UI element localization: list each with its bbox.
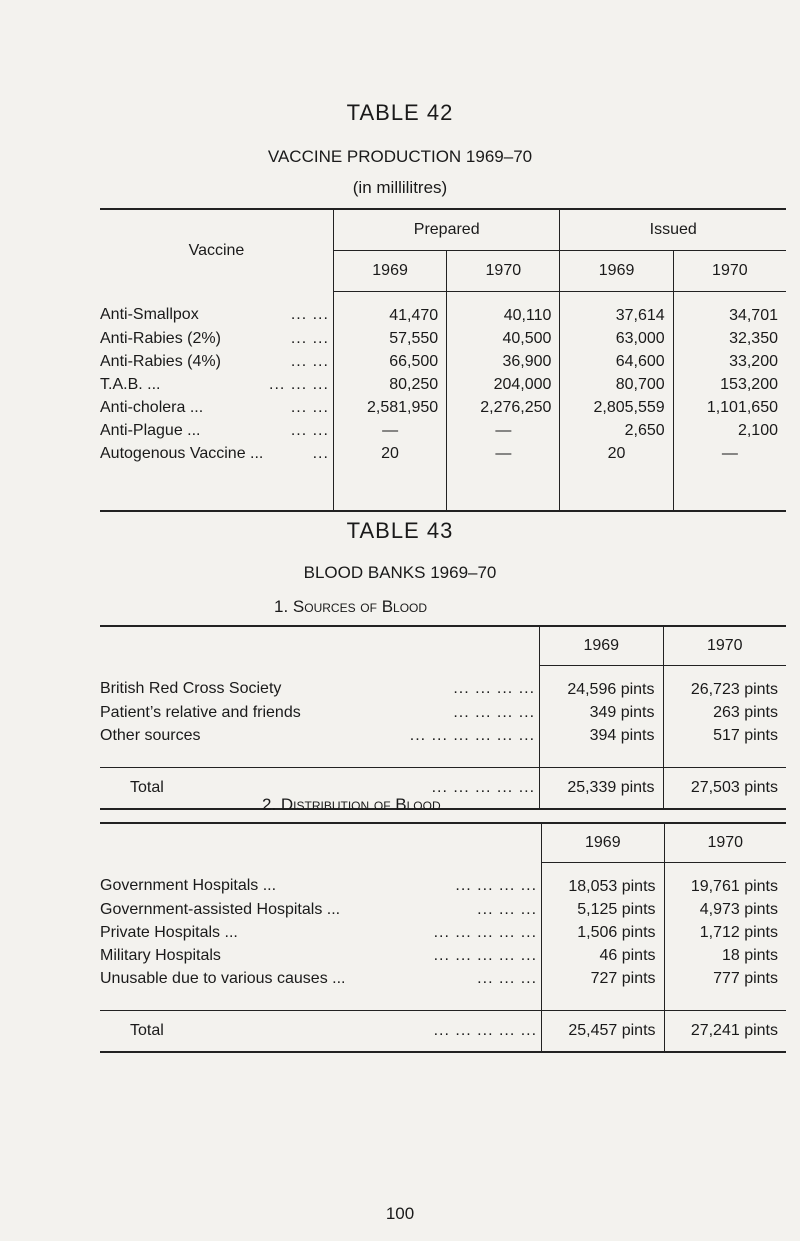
table-row (100, 724, 786, 768)
blood-distribution-table (100, 822, 786, 1053)
row-label: Anti-cholera ... (100, 398, 204, 416)
leader-dots: ... ... ... ... ... ... (409, 726, 536, 744)
cell-value: 80,700 (560, 373, 673, 396)
cell-value: 57,550 (333, 327, 446, 350)
cell-value: 204,000 (447, 373, 560, 396)
cell-value: 20 (560, 442, 673, 511)
total-label: Total (130, 1022, 164, 1039)
leader-dots: ... ... ... ... (455, 877, 538, 895)
row-label: Military Hospitals (100, 946, 221, 964)
leader-dots: ... ... ... ... (453, 680, 536, 698)
row-label: Other sources (100, 726, 201, 744)
vaccine-production-table (100, 208, 786, 512)
cell-value: 2,581,950 (333, 396, 446, 419)
cell-value: 5,125 pints (542, 898, 664, 921)
total-row (100, 768, 786, 810)
cell-value: 34,701 (673, 292, 786, 328)
total-value: 27,503 pints (663, 768, 786, 810)
year-header: 1970 (664, 823, 786, 863)
header-blank (100, 823, 542, 863)
cell-value: 1,506 pints (542, 921, 664, 944)
row-label: Anti-Plague ... (100, 421, 201, 439)
table-row (100, 921, 786, 944)
leader-dots: ... (312, 444, 329, 462)
cell-value: 153,200 (673, 373, 786, 396)
header-blank (100, 626, 540, 666)
page-number: 100 (385, 1204, 415, 1223)
cell-value: 1,101,650 (673, 396, 786, 419)
cell-value: 727 pints (542, 967, 664, 1011)
year-header: 1969 (333, 251, 446, 292)
year-header: 1969 (540, 626, 663, 666)
leader-dots: ... ... ... ... ... (433, 946, 538, 964)
cell-value: 64,600 (560, 350, 673, 373)
leader-dots: ... ... ... ... ... (433, 923, 538, 941)
table-row (100, 701, 786, 724)
row-label: Autogenous Vaccine ... (100, 444, 264, 462)
year-header: 1970 (663, 626, 786, 666)
cell-value: 40,500 (447, 327, 560, 350)
total-value: 27,241 pints (664, 1011, 786, 1053)
leader-dots: ... ... ... (269, 375, 329, 393)
table-row (100, 373, 786, 396)
cell-value: 41,470 (333, 292, 446, 328)
table-row (100, 666, 786, 702)
table42-title: TABLE 42 (346, 100, 454, 125)
leader-dots: ... ... ... ... ... (433, 1022, 538, 1039)
table-row (100, 292, 786, 328)
leader-dots: ... ... (290, 306, 329, 324)
cell-value: 66,500 (333, 350, 446, 373)
table-row (100, 863, 786, 899)
leader-dots: ... ... (290, 398, 329, 416)
issued-header: Issued (560, 209, 786, 251)
vaccine-header: Vaccine (188, 241, 245, 259)
distribution-heading: 2. Distribution of Blood (262, 795, 441, 814)
cell-value: 2,805,559 (560, 396, 673, 419)
row-label: Private Hospitals ... (100, 923, 238, 941)
table-row (100, 396, 786, 419)
cell-value: 2,650 (560, 419, 673, 442)
cell-value: 63,000 (560, 327, 673, 350)
table-row (100, 898, 786, 921)
cell-value: 4,973 pints (664, 898, 786, 921)
leader-dots: ... ... (290, 421, 329, 439)
year-header: 1969 (542, 823, 664, 863)
cell-value: 20 (333, 442, 446, 511)
cell-value: — (673, 442, 786, 511)
cell-value: 80,250 (333, 373, 446, 396)
leader-dots: ... ... (290, 352, 329, 370)
leader-dots: ... ... ... (477, 900, 538, 918)
row-label: Anti-Rabies (4%) (100, 352, 221, 370)
cell-value: 40,110 (447, 292, 560, 328)
table-row (100, 944, 786, 967)
cell-value: 2,100 (673, 419, 786, 442)
cell-value: 24,596 pints (540, 666, 663, 702)
total-value: 25,339 pints (540, 768, 663, 810)
cell-value: 1,712 pints (664, 921, 786, 944)
year-header: 1970 (447, 251, 560, 292)
row-label: T.A.B. ... (100, 375, 161, 393)
cell-value: 394 pints (540, 724, 663, 768)
cell-value: 19,761 pints (664, 863, 786, 899)
table-row (100, 350, 786, 373)
row-label: Patient’s relative and friends (100, 703, 301, 721)
row-label: Anti-Rabies (2%) (100, 329, 221, 347)
leader-dots: ... ... ... ... ... (431, 779, 536, 796)
row-label: Unusable due to various causes ... (100, 969, 346, 987)
cell-value: 777 pints (664, 967, 786, 1011)
blood-sources-table (100, 625, 786, 810)
prepared-header: Prepared (333, 209, 560, 251)
cell-value: — (447, 442, 560, 511)
table-row (100, 419, 786, 442)
cell-value: 37,614 (560, 292, 673, 328)
cell-value: 18 pints (664, 944, 786, 967)
total-label: Total (130, 779, 164, 796)
cell-value: 33,200 (673, 350, 786, 373)
total-value: 25,457 pints (542, 1011, 664, 1053)
table-row (100, 442, 786, 511)
row-label: British Red Cross Society (100, 680, 282, 698)
cell-value: 349 pints (540, 701, 663, 724)
leader-dots: ... ... ... ... (453, 703, 536, 721)
leader-dots: ... ... (290, 329, 329, 347)
sources-heading: 1. Sources of Blood (274, 597, 428, 616)
table-row (100, 967, 786, 1011)
cell-value: 2,276,250 (447, 396, 560, 419)
cell-value: — (333, 419, 446, 442)
total-row (100, 1011, 786, 1053)
table43-title: TABLE 43 (346, 518, 454, 543)
year-header: 1969 (560, 251, 673, 292)
cell-value: — (447, 419, 560, 442)
table42-unit: (in millilitres) (352, 178, 448, 197)
table42-subtitle: VACCINE PRODUCTION 1969–70 (267, 147, 533, 166)
row-label: Government-assisted Hospitals ... (100, 900, 341, 918)
cell-value: 26,723 pints (663, 666, 786, 702)
table43-subtitle: BLOOD BANKS 1969–70 (303, 563, 497, 582)
row-label: Government Hospitals ... (100, 877, 277, 895)
cell-value: 18,053 pints (542, 863, 664, 899)
row-label: Anti-Smallpox (100, 306, 199, 324)
cell-value: 36,900 (447, 350, 560, 373)
leader-dots: ... ... ... (477, 969, 538, 987)
cell-value: 32,350 (673, 327, 786, 350)
cell-value: 263 pints (663, 701, 786, 724)
cell-value: 517 pints (663, 724, 786, 768)
table-row (100, 327, 786, 350)
year-header: 1970 (673, 251, 786, 292)
cell-value: 46 pints (542, 944, 664, 967)
